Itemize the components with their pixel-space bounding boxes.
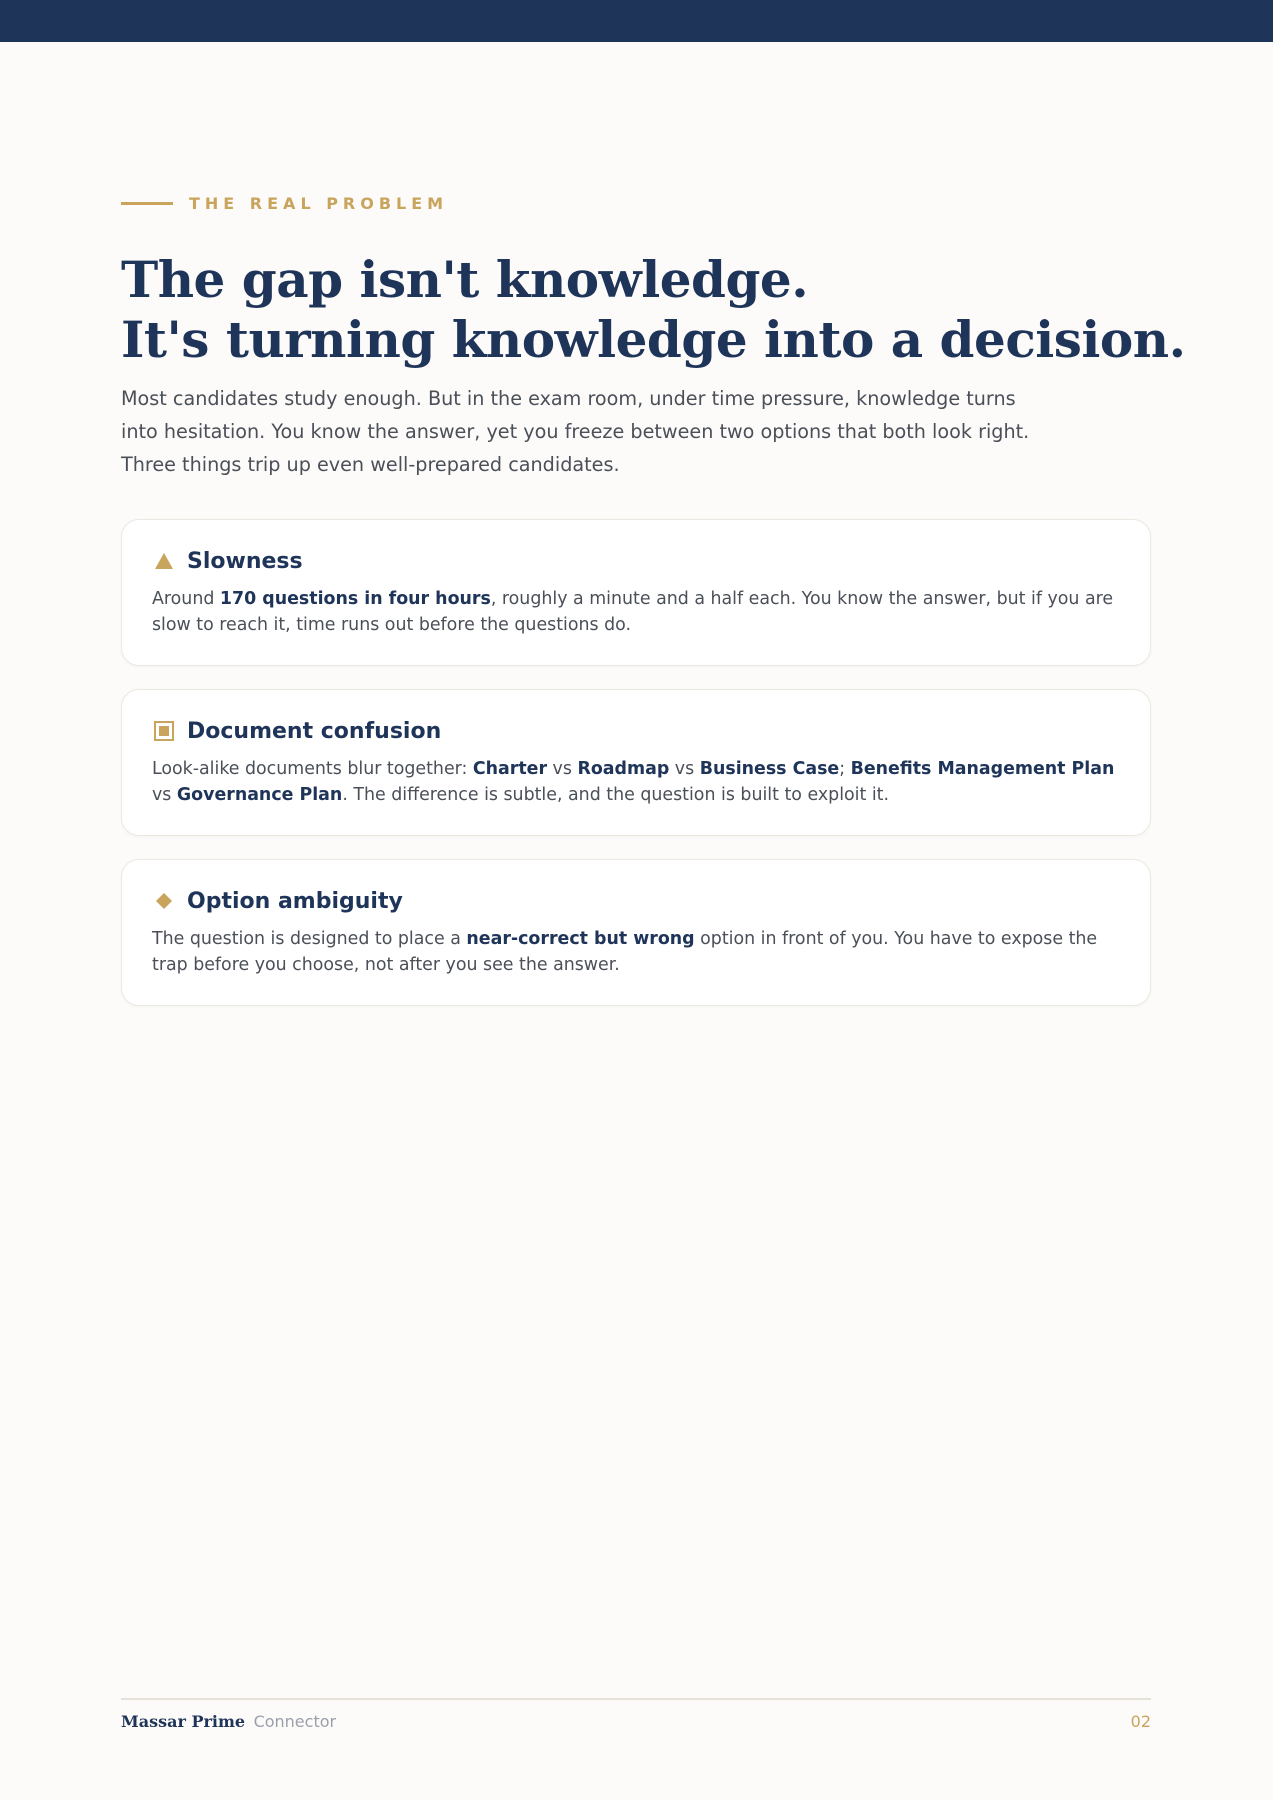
page-title	[121, 250, 1186, 370]
card-title: Option ambiguity	[187, 888, 403, 914]
card-title: Document confusion	[187, 718, 442, 744]
brand-name: Massar Prime	[121, 1712, 246, 1731]
diamond-icon	[152, 889, 176, 913]
footer-divider	[121, 1698, 1151, 1700]
brand-subtitle: Connector	[253, 1712, 337, 1731]
emphasis-text: Business Case	[699, 759, 840, 779]
card-body: Around 170 questions in four hours, roughly a minute and a half each. You know the answer, but if you are slow to reach it, time runs out before the questions do.	[152, 589, 1114, 635]
card-body: The question is designed to place a near-correct but wrong option in front of you. You have to expose the trap before you choose, not after you see the answer.	[152, 929, 1098, 975]
intro-paragraph: Most candidates study enough. But in the exam room, under time pressure, knowledge turns into hesitation. You know the answer, yet you freeze between two options that both look right. Three things trip up even well-prepared candidates.	[121, 387, 1030, 476]
emphasis-text: Governance Plan	[176, 785, 343, 805]
problem-card-option-ambiguity	[121, 859, 1151, 1006]
document-square-icon	[152, 719, 176, 743]
problem-card-slowness	[121, 519, 1151, 666]
footer-brand	[121, 1712, 336, 1733]
emphasis-text: Benefits Management Plan	[850, 759, 1115, 779]
card-body: Look-alike documents blur together: Charter vs Roadmap vs Business Case; Benefits Management Plan vs Governance Plan. The difference is subtle, and the question is built to exploit it.	[152, 759, 1115, 805]
triangle-icon	[152, 549, 176, 573]
emphasis-text: 170 questions in four hours	[219, 589, 491, 609]
title-line-2: It's turning knowledge into a decision.	[121, 310, 1186, 369]
emphasis-text: Roadmap	[577, 759, 670, 779]
emphasis-text: Charter	[472, 759, 548, 779]
eyebrow-label: THE REAL PROBLEM	[189, 194, 449, 213]
top-header-bar	[0, 0, 1273, 42]
card-title: Slowness	[187, 548, 303, 574]
eyebrow-rule	[121, 202, 173, 205]
title-line-1: The gap isn't knowledge.	[121, 250, 809, 309]
page-number: 02	[1130, 1712, 1151, 1731]
problem-card-document-confusion	[121, 689, 1151, 836]
section-eyebrow	[121, 194, 448, 213]
emphasis-text: near-correct but wrong	[466, 929, 695, 949]
